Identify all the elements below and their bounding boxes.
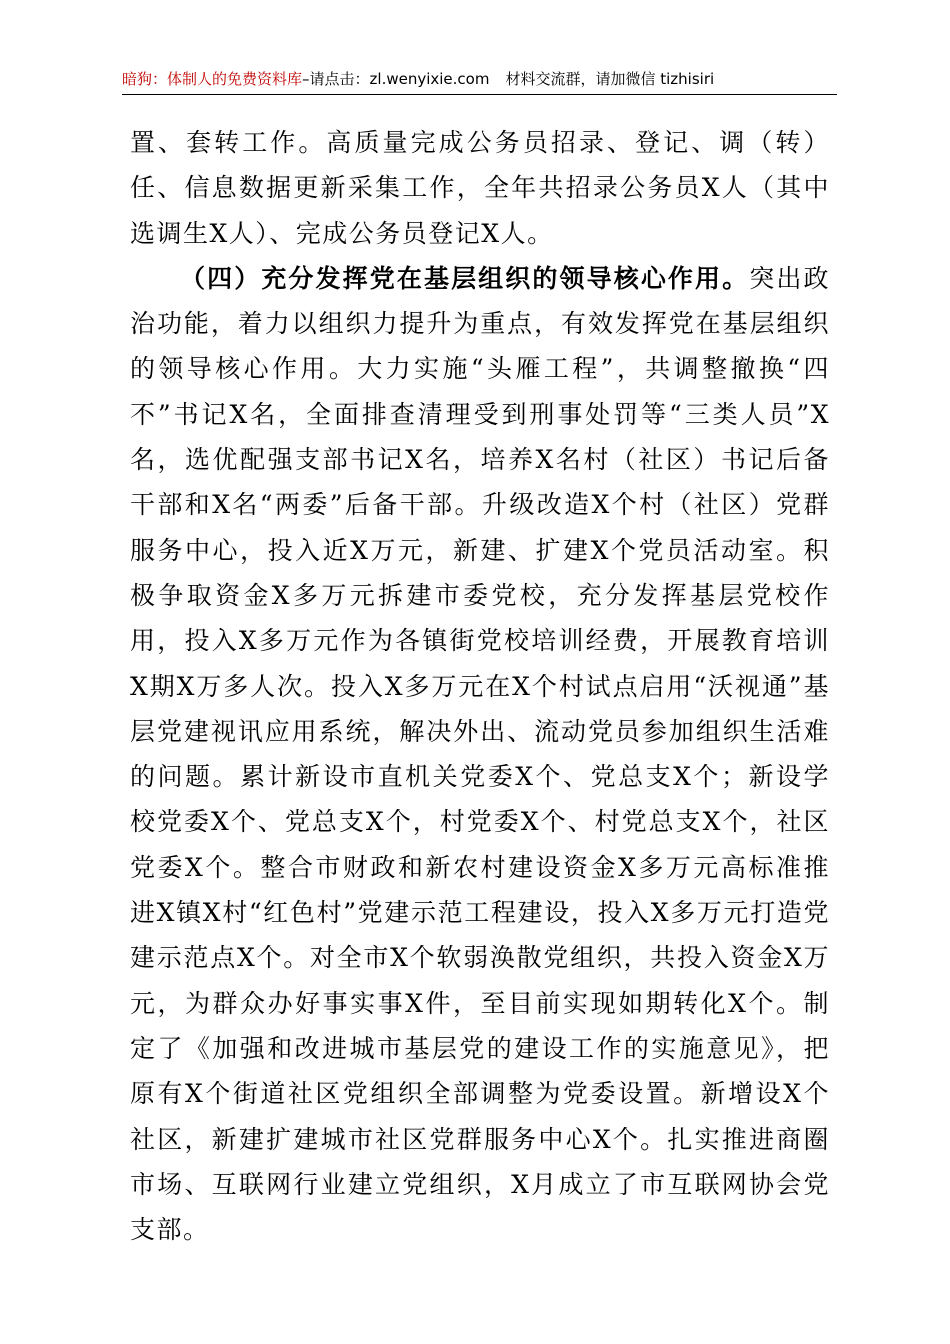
paragraph-section-four: [130, 256, 830, 1253]
header-brand: 暗狗：体制人的免费资料库: [122, 70, 303, 88]
page-header: [122, 64, 837, 95]
section-body: 突出政治功能，着力以组织力提升为重点，有效发挥党在基层组织的领导核心作用。大力实施“头雁工程”，共调整撤换“四不”书记X名，全面排查清理受到刑事处罚等“三类人员”X名，选优配强支部书记X名，培养X名村（社区）书记后备干部和X名“两委”后备干部。升级改造X个村（社区）党群服务中心，投入近X万元，新建、扩建X个党员活动室。积极争取资金X多万元拆建市委党校，充分发挥基层党校作用，投入X多万元作为各镇街党校培训经费，开展教育培训X期X万多人次。投入X多万元在X个村试点启用“沃视通”基层党建视讯应用系统，解决外出、流动党员参加组织生活难的问题。累计新设市直机关党委X个、党总支X个；新设学校党委X个、党总支X个，村党委X个、村党总支X个，社区党委X个。整合市财政和新农村建设资金X多万元高标准推进X镇X村“红色村”党建示范工程建设，投入X多万元打造党建示范点X个。对全市X个软弱涣散党组织，共投入资金X万元，为群众办好事实事X件，至目前实现如期转化X个。制定了《加强和改进城市基层党的建设工作的实施意见》，把原有X个街道社区党组织全部调整为党委设置。新增设X个社区，新建扩建城市社区党群服务中心X个。扎实推进商圈市场、互联网行业建立党组织，X月成立了市互联网协会党支部。: [130, 263, 830, 1245]
header-click-prompt: –请点击：: [302, 70, 370, 88]
header-link[interactable]: zl.wenyixie.com: [369, 70, 490, 88]
header-group-info: 材料交流群，请加微信 tizhisiri: [505, 70, 715, 88]
section-heading: （四）充分发挥党在基层组织的领导核心作用。: [180, 263, 750, 293]
paragraph-continuation: 置、套转工作。高质量完成公务员招录、登记、调（转）任、信息数据更新采集工作，全年共招录公务员X人（其中选调生X人）、完成公务员登记X人。: [130, 128, 830, 248]
document-body: [130, 120, 830, 1252]
